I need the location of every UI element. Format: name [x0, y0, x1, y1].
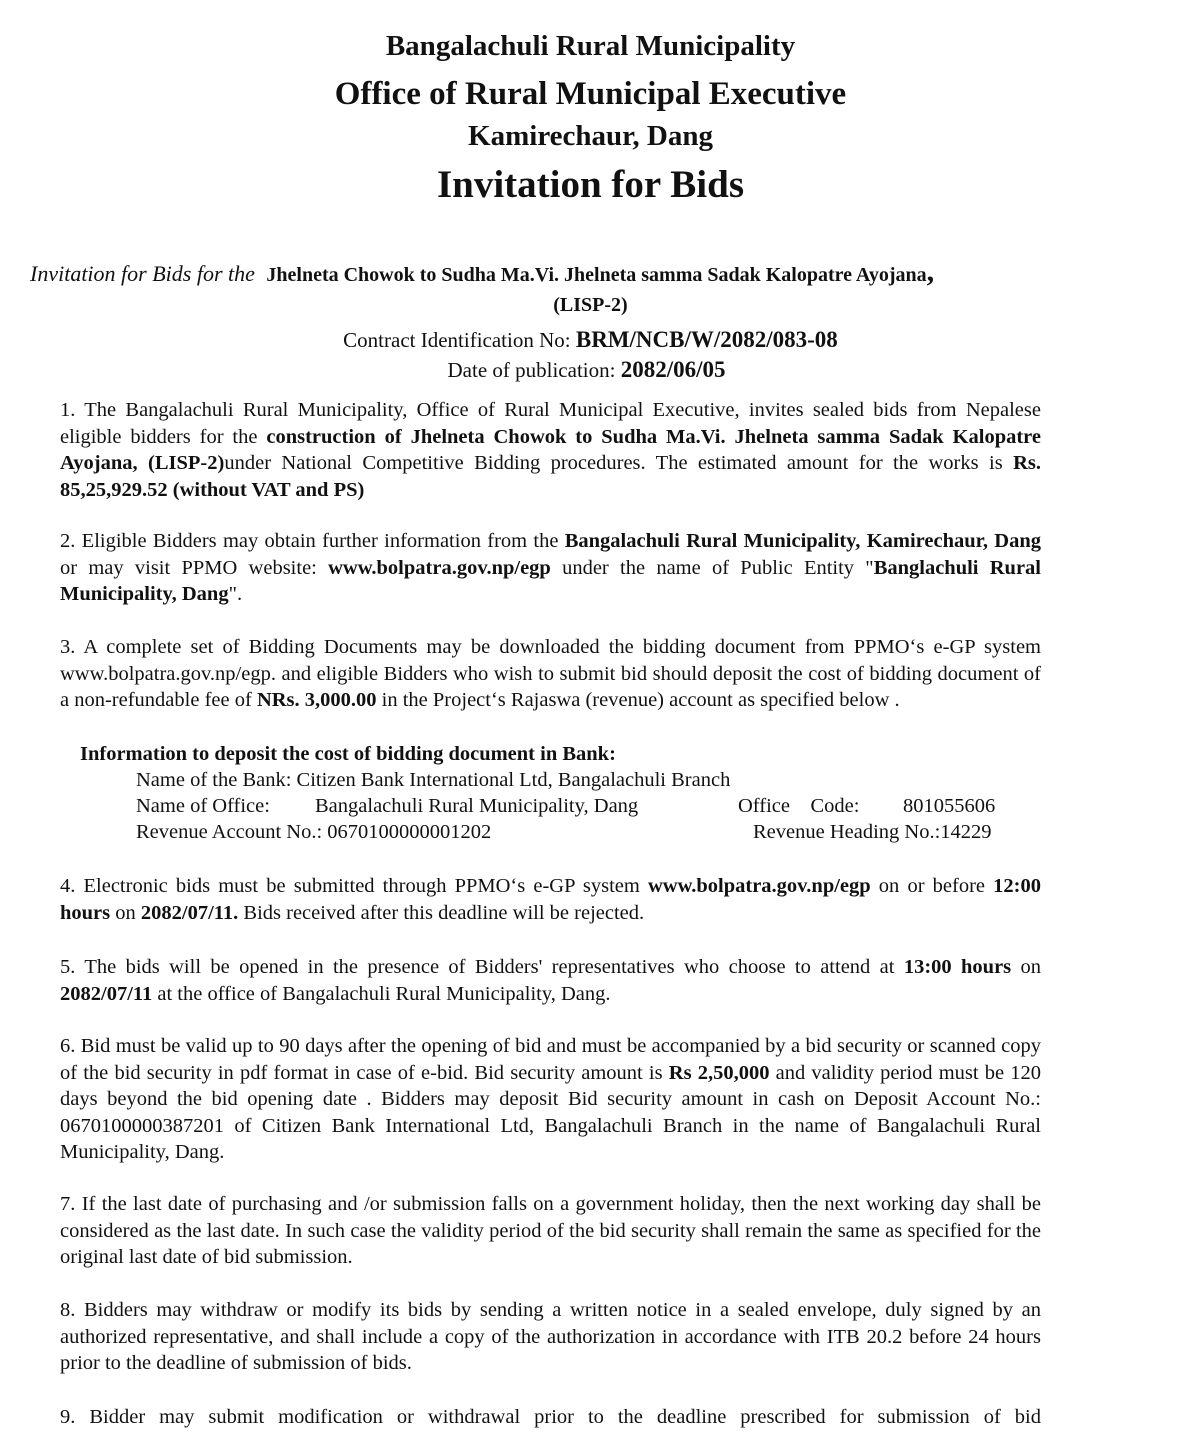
paragraph-8: 8. Bidders may withdraw or modify its bids by sending a written notice in a sealed envelope, duly signed by an authorized representative, and shall include a copy of the authorization in accordance with ITB 20.2 before 24 hours prior to the deadline of submission of bids. [60, 1299, 1041, 1374]
paragraph-1: 1. The Bangalachuli Rural Municipality, Office of Rural Municipal Executive, invites sealed bids from Nepalese eligible bidders for the construction of Jhelneta Chowok to Sudha Ma.Vi. Jhelneta samma Sadak Kalopatre Ayojana, (LISP-2)under National Competitive Bidding procedures. The estimated amount for the works is Rs. 85,25,929.52 (without VAT and PS) [60, 399, 1041, 501]
revenue-heading-no: 14229 [940, 821, 992, 843]
subject-prefix: Invitation for Bids for the [30, 261, 255, 286]
publication-date-line [0, 357, 1181, 384]
ppmo-website-link: www.bolpatra.gov.np/egp [328, 556, 551, 579]
paragraph-5: 5. The bids will be opened in the presence of Bidders' representatives who choose to attend at 13:00 hours on 2082/07/11 at the office of Bangalachuli Rural Municipality, Dang. [60, 956, 1042, 1005]
office-name-label: Name of Office: [136, 795, 270, 817]
office-name: Office of Rural Municipal Executive [334, 76, 847, 112]
office-code-value: 801055606 [903, 795, 996, 817]
office-location: Kamirechaur, Dang [468, 120, 713, 152]
project-code: (LISP-2) [553, 294, 628, 316]
office-code-label: Office Code: [738, 795, 860, 817]
contract-id-line [0, 327, 1181, 353]
bank-name: Citizen Bank International Ltd, Bangalachuli Branch [296, 769, 731, 791]
page-title: Invitation for Bids [436, 163, 744, 206]
paragraph-2: 2. Eligible Bidders may obtain further information from the Bangalachuli Rural Municipality, Kamirechaur, Dang or may visit PPMO website: www.bolpatra.gov.np/egp under the name of Public Entity "Banglachuli Rural Municipality, Dang". [60, 530, 1042, 605]
subject-line [30, 255, 935, 288]
revenue-account-no: 0670100000001202 [327, 821, 492, 843]
office-name-value: Bangalachuli Rural Municipality, Dang [315, 795, 639, 817]
revenue-account-line: Revenue Account No.: 0670100000001202 [136, 821, 492, 843]
paragraph-4: 4. Electronic bids must be submitted through PPMO‘s e-GP system www.bolpatra.gov.np/egp on or before 12:00 hours on 2082/07/11. Bids received after this deadline will be rejected. [60, 875, 1041, 924]
publication-date-value: 2082/06/05 [620, 357, 726, 382]
paragraph-9: 9. Bidder may submit modification or withdrawal prior to the deadline prescribed for submission of bid [60, 1406, 1041, 1428]
contract-id-label: Contract Identification No: [343, 328, 576, 352]
contract-id-value: BRM/NCB/W/2082/083-08 [575, 327, 838, 352]
paragraph-3: 3. A complete set of Bidding Documents may be downloaded the bidding document from PPMO‘s e-GP system www.bolpatra.gov.np/egp. and eligible Bidders who wish to submit bid should deposit the cost of bidding document of a non-refundable fee of NRs. 3,000.00 in the Project‘s Rajaswa (revenue) account as specified below . [60, 636, 1041, 711]
revenue-heading-line: Revenue Heading No.:14229 [753, 821, 992, 843]
paragraph-7: 7. If the last date of purchasing and /or submission falls on a government holiday, then the next working day shall be considered as the last date. In such case the validity period of the bid security shall remain the same as specified for the original last date of bid submission. [60, 1193, 1041, 1268]
trailing-comma: , [926, 255, 935, 288]
project-name: Jhelneta Chowok to Sudha Ma.Vi. Jhelneta samma Sadak Kalopatre Ayojana [266, 264, 927, 286]
publication-date-label: Date of publication: [447, 358, 621, 382]
municipality-name: Bangalachuli Rural Municipality [385, 30, 796, 62]
bank-name-line: Name of the Bank: Citizen Bank International Ltd, Bangalachuli Branch [136, 769, 731, 791]
paragraph-6: 6. Bid must be valid up to 90 days after the opening of bid and must be accompanied by a bid security or scanned copy of the bid security in pdf format in case of e-bid. Bid security amount is Rs 2,50,000 and validity period must be 120 days beyond the bid opening date . Bidders may deposit Bid security amount in cash on Deposit Account No.: 0670100000387201 of Citizen Bank International Ltd, Bangalachuli Branch in the name of Bangalachuli Rural Municipality, Dang. [60, 1035, 1042, 1163]
bank-info-heading: Information to deposit the cost of bidding document in Bank: [80, 743, 616, 765]
